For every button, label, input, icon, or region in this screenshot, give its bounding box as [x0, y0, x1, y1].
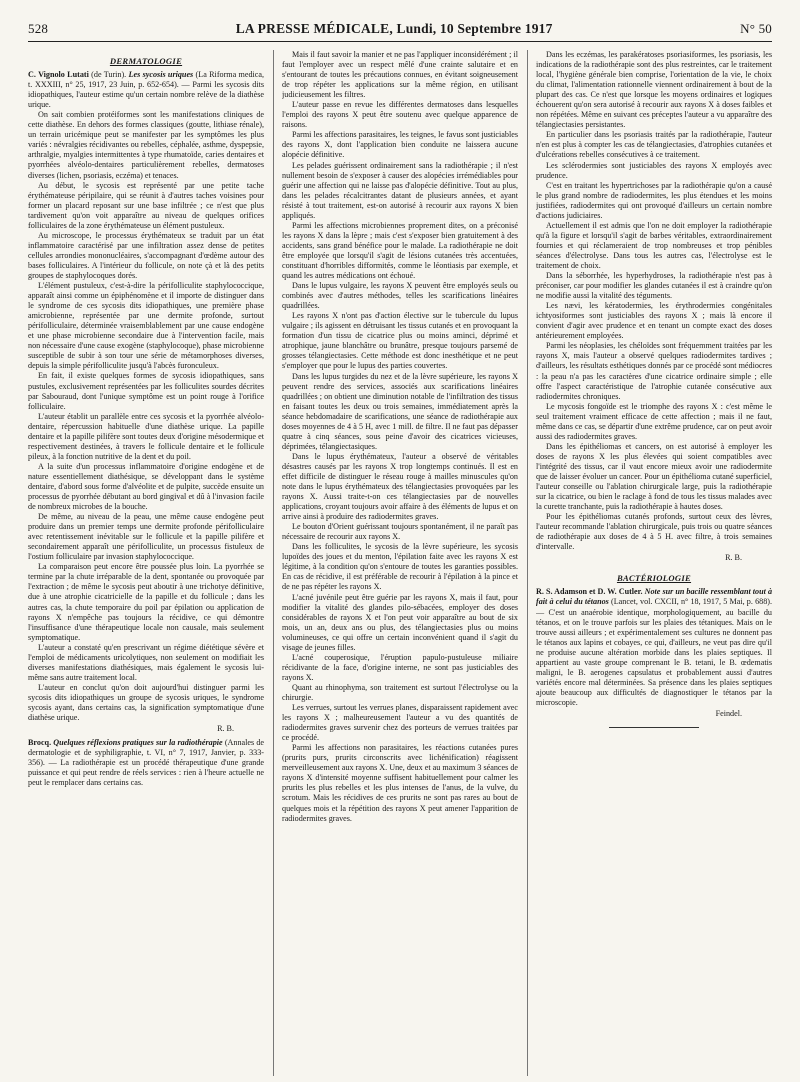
end-rule [609, 727, 699, 728]
article-title: Les sycosis uriques [128, 70, 194, 80]
paragraph: Parmi les affections microbiennes proprement dites, on a préconisé les rayons X dans la lèpre ; mais c'est s'exposer bien gratuitement à des accidents, sans grand bénéfice pour le malade. La radiothérapie ne doit être employée que lorsqu'il s'agit de lésions cutanées très accentuées, constituant d'horribles difformités, comme le léontiasis par exemple, et quand les autres médications ont échoué. [282, 220, 518, 281]
article-heading: R. S. Adamson et D. W. Cutler. Note sur un bacille ressemblant tout à fait à celui du tétanos (Lancet, vol. CXCII, n° 18, 1917, 5 Mai, p. 688). — C'est un anaérobie identique, morphologiquement, au bacille du tétanos, et on le trouve parfois sur les plaies des tétaniques. Mais on le trouve aussi ailleurs ; et expérimentalement ses cultures ne donnent pas le tétanos aux lapins et cobayes, ce qui, d'ailleurs, ne veut pas dire qu'il ne produise aucune altération morbide dans les plaies septiques. Il appartient au vaste groupe comprenant le B. tetani, le B. œdematis maligni, le B. aerogenes capsulatus et probablement aussi d'autres variétés encore mal déterminées. Sa présence dans les plaies septiques ajoute beaucoup aux difficultés de diagnostiquer le tétanos par la microscopie. [536, 587, 772, 707]
journal-title: LA PRESSE MÉDICALE, Lundi, 10 Septembre 1917 [235, 21, 553, 36]
paragraph: C'est un anaérobie identique, morphologiquement, au bacille du tétanos, et on le trouve parfois sur les plaies des tétaniques. Mais on le trouve aussi ailleurs ; et expérimentalement ses cultures ne donnent pas le tétanos aux lapins et cobayes, ce qui, d'ailleurs, ne veut pas dire qu'il ne produise aucune altération morbide dans les plaies septiques. Il appartient au vaste groupe comprenant le B. tetani, le B. œdematis maligni, le B. aerogenes capsulatus et probablement aussi d'autres variétés encore mal déterminées. Sa présence dans les plaies septiques ajoute beaucoup aux difficultés de diagnostiquer le tétanos par la microscopie. [536, 607, 772, 707]
article-author: Brocq. [28, 738, 52, 748]
paragraph: Les verrues, surtout les verrues planes, disparaissent rapidement avec les rayons X ; malheureusement l'auteur a vu des quantités de radiodermites graves survenir chez des porteurs de verrues traitées par ce procédé. [282, 703, 518, 743]
paragraph: C'est en traitant les hypertrichoses par la radiothérapie qu'on a causé le plus grand nombre de radiodermites, les plus étendues et les moins justifiées, radiodermites qui ont provoqué d'ailleurs un certain nombre d'actions judiciaires. [536, 180, 772, 220]
paragraph: Mais il faut savoir la manier et ne pas l'appliquer inconsidérément ; il faut l'employer avec un respect mêlé d'une crainte salutaire et en s'entourant de toutes les précautions connues, en évitant soigneusement de trop répéter les applications sur la même région, en utilisant judicieusement les filtres. [282, 50, 518, 100]
paragraph: L'auteur passe en revue les différentes dermatoses dans lesquelles l'emploi des rayons X peut être soutenu avec quelque apparence de raisons. [282, 100, 518, 130]
column-2 [282, 50, 518, 1076]
page-number: 528 [28, 21, 49, 36]
column-3 [536, 50, 772, 1076]
paragraph: Parmi les sycosis dits idiopathiques, l'auteur estime qu'un certain nombre relève de la diathèse urique. [28, 80, 264, 110]
paragraph: L'élément pustuleux, c'est-à-dire la périfolliculite staphylococcique, apparaît ainsi comme un épiphénomène et il importe de distinguer dans le syndrome de ces sycosis dits idiopathiques, une première phase amicrobienne, représentée par une dermite profonde, surtout périfolliculaire, déterminée vraisemblablement par une cause endogène et une phase microbienne secondaire due à l'intervention facile, mais non nécessaire d'une cause exogène (staphylocoque), phase microbienne susceptible de subir à son tour une série de métamorphoses diverses, depuis la simple périfolliculite jusqu'à l'abcès furonculeux. [28, 281, 264, 371]
article-author: R. S. Adamson et D. W. Cutler. [536, 587, 643, 597]
paragraph: L'acné juvénile peut être guérie par les rayons X, mais il faut, pour modifier la vitalité des glandes pilo-sébacées, employer des doses considérables de rayons X et l'on peut voir apparaître au bout de six mois, un an, deux ans ou plus, des télangiectasies plus ou moins volumineuses, ce qui offre un certain inconvénient quand il s'agit du visage de jeunes filles. [282, 592, 518, 652]
article-author-place: (de Turin). [91, 70, 127, 80]
paragraph: Au début, le sycosis est représenté par une petite tache érythémateuse péripilaire, qui se réunit à d'autres taches voisines pour former un placard reposant sur une base infiltrée ; ce n'est que plus tardivement qu'on voit apparaître au niveau de quelques orifices folliculaires de la zone érythémateuse un élément pustuleux. [28, 180, 264, 230]
article-title: Quelques réflexions pratiques sur la radiothérapie [53, 738, 223, 748]
paragraph: Dans les eczémas, les parakératoses psoriasiformes, les psoriasis, les indications de la radiothérapie sont des plus restreintes, car le traitement local, l'hygiène générale bien comprise, l'orientation de la vie, le choix du climat, l'alimentation rationnelle viennent ordinairement à bout de la plupart des cas. Ce n'est que lorsque les moyens ordinaires et logiques échouerent qu'on sera autorisé à recourir aux rayons X à doses faibles et non répétées. Même en suivant ces préceptes l'auteur a vu apparaître des télangiectasies persistantes. [536, 50, 772, 130]
article-heading: Brocq. Quelques réflexions pratiques sur la radiothérapie (Annales de dermatologie et de syphiligraphie, t. VI, n° 7, 1917, Janvier, p. 333-356). — La radiothérapie est un procédé thérapeutique d'une grande puissance et qui peut rendre de réels services : rien à l'heure actuelle ne peut le remplacer dans certains cas. [28, 738, 264, 788]
paragraph: Les nævi, les kératodermies, les érythrodermies congénitales ichtyosiformes sont justiciables des rayons X ; mais là encore il convient d'agir avec prudence et en tenant un compte exact des doses antérieurement employées. [536, 301, 772, 341]
page-header [28, 20, 772, 38]
paragraph: A la suite d'un processus inflammatoire d'origine endogène et de nature essentiellement diathésique, se développant dans le système dentaire, d'abord sous forme d'alvéolite et de pulpite, succède ensuite un processus de pyorrhée débutant au bord gingival et dû à l'invasion facile de nombreux microbes de la bouche. [28, 461, 264, 512]
article-title: Note sur un bacille ressemblant tout à fait à celui du tétanos [536, 587, 772, 607]
issue-number: N° 50 [740, 21, 772, 36]
paragraph: Pour les épithéliomas cutanés profonds, surtout ceux des lèvres, l'auteur recommande l'ablation chirurgicale, puis trois ou quatre séances de radiothérapie aux doses de 4 à 5 H. avec filtre, à trois semaines d'intervalle. [536, 512, 772, 552]
paragraph: Les pelades guérissent ordinairement sans la radiothérapie ; il n'est nullement besoin de s'exposer à causer des alopécies irrémédiables pour guérir une affection qui ne laisse pas d'alopécie définitive. Tout au plus, dans les pelades récalcitrantes datant de plusieurs années, et ayant résisté à tout traitement, est-on autorisé à recourir aux rayons X bien appliqués. [282, 160, 518, 220]
article-citation: (Annales de dermatologie et de syphiligraphie, t. VI, n° 7, 1917, Janvier, p. 333-356). [28, 738, 264, 768]
paragraph: L'acné couperosique, l'éruption papulo-pustuleuse miliaire récidivante de la face, d'origine interne, ne sont pas justiciables des rayons X. [282, 652, 518, 682]
article-signature: R. B. [725, 553, 742, 563]
paragraph: L'auteur en conclut qu'on doit aujourd'hui distinguer parmi les sycosis dits idiopathiques un groupe de sycosis uriques, le syndrome sycosis ayant, dans certains cas, la signification symptomatique d'une diathèse urique. [28, 682, 264, 723]
column-1 [28, 50, 264, 1076]
paragraph: Dans les folliculites, le sycosis de la lèvre supérieure, les sycosis lupoïdes des joues et du menton, l'épilation faite avec les rayons X est légitime, à la condition qu'on s'entoure de toutes les garanties possibles. En cas de récidive, il est préférable de recourir à l'épilation à la pince et de ne pas répéter les rayons X. [282, 542, 518, 592]
paragraph: Dans le lupus érythémateux, l'auteur a observé de véritables désastres causés par les rayons X trop longtemps continués. Il est en effet difficile de distinguer le réseau rouge à mailles minuscules qu'on note dans le lupus érythémateux des télangiectasies provoquées par les rayons X. Aussi traite-t-on ces télangiectasies par de nouvelles applications, croyant toujours avoir affaire à des éléments de lupus et on arrive ainsi à produire des radiodermites graves. [282, 451, 518, 522]
paragraph: L'auteur établit un parallèle entre ces sycosis et la pyorrhée alvéolo-dentaire, répercussion habituelle d'une diathèse urique. La papille dentaire et la papille pilifère sont toutes deux d'origine mésodermique et respectivement destinées, à travers le follicule dentaire et le follicule pileux, à la fonction nutritive de la dent et du poil. [28, 411, 264, 461]
paragraph: L'auteur a constaté qu'en prescrivant un régime diététique sévère et l'emploi de médicaments uricolytiques, non seulement on modifiait les diverses manifestations diathésiques, mais également le sycosis lui-même sans autre traitement local. [28, 642, 264, 682]
paragraph: Dans la séborrhée, les hyperhydroses, la radiothérapie n'est pas à préconiser, car pour modifier les glandes cutanées il est à craindre qu'on ne modifie aussi la vitalité des téguments. [536, 271, 772, 301]
article-signature: R. B. [217, 724, 234, 734]
paragraph: Actuellement il est admis que l'on ne doit employer la radiothérapie qu'à la figure et lorsqu'il s'agit de barbes véritables, extraordinairement fournies et qui réclameraient de trop nombreuses et trop pénibles séances d'électrolyse. Dans tous les autres cas, l'électrolyse est le traitement de choix. [536, 220, 772, 270]
paragraph: Les rayons X n'ont pas d'action élective sur le tubercule du lupus vulgaire ; ils agissent en détruisant les tissus cutanés et en provoquant la formation d'un tissu de cicatrice plus ou moins aminci, déprimé et atrophique, jaune blanchâtre ou brunâtre, presque toujours parsemé de grosses télangiectasies. Cette méthode est donc inesthétique et ne peut s'employer que pour le lupus des parties couvertes. [282, 311, 518, 371]
paragraph: Parmi les affections parasitaires, les teignes, le favus sont justiciables des rayons X, dont l'application bien conduite ne laissera aucune alopécie définitive. [282, 130, 518, 160]
article-author: C. Vignolo Lutati [28, 70, 89, 80]
paragraph: De même, au niveau de la peau, une même cause endogène peut produire dans un premier temps une dermite profonde périfolliculaire avec retentissement inévitable sur le follicule et la papille pilifère et secondairement apparaît une périfolliculite, un processus fistuleux de l'ostium folliculaire par invasion staphylococcique. [28, 512, 264, 562]
column-divider [273, 50, 274, 1076]
paragraph: On sait combien protéiformes sont les manifestations cliniques de cette diathèse. En dehors des formes classiques (goutte, lithiase rénale), un terrain uricémique peut se manifester par les symptômes les plus variés : névralgies récidivantes ou rebelles, céphalée, asthme, dyspepsie, arthralgie, myalgies intermittentes à type rhumatoïde, caries dentaires et pyorrhées alvéolo-dentaires particulièrement rebelles, dermatoses diverses (lichen, psoriasis, eczéma) et tenaces. [28, 110, 264, 180]
article-citation: (Lancet, vol. CXCII, n° 18, 1917, 5 Mai, p. 688). [611, 597, 772, 607]
article-heading: C. Vignolo Lutati (de Turin). Les sycosis uriques (La Riforma medica, t. XXXIII, n° 25, 1917, 23 Juin, p. 652-654). — Parmi les sycosis dits idiopathiques, l'auteur estime qu'un certain nombre relève de la diathèse urique. [28, 70, 264, 110]
paragraph: Le mycosis fongoïde est le triomphe des rayons X : c'est même le seul traitement vraiment efficace de cette affection ; mais il ne faut, même dans ce cas, se départir d'une extrême prudence, car on peut avoir aussi des radiodermites graves. [536, 401, 772, 441]
column-divider [527, 50, 528, 1076]
article-columns [28, 50, 772, 1076]
paragraph: La comparaison peut encore être poussée plus loin. La pyorrhée se termine par la chute irréparable de la dent, spontanée ou provoquée par l'extraction ; de même le sycosis peut aboutir à une trichotye définitive, due à une atrophie cicatricielle de la papille et du follicule ; dans les autres cas, la chute temporaire du poil par épilation ou application de rayons X n'empêche pas toujours la récidive, ce qui démontre l'insuffisance d'une thérapeutique locale non causale, mais seulement symptomatique. [28, 562, 264, 642]
section-heading-bacteriologie: BACTÉRIOLOGIE [616, 573, 692, 584]
paragraph: Dans les épithéliomas et cancers, on est autorisé à employer les doses de rayons X les plus élevées qui soient compatibles avec l'intégrité des tissus, car il vaut encore mieux avoir une radiodermite que de laisser évoluer un cancer. Pour un épithélioma cutané superficiel, l'auteur conseille ou l'ablation chirurgicale large, puis la radiothérapie sur la cicatrice, ou bien le raclage à fond de tous les tissus malades avec la curette tranchante, puis la radiothérapie à hautes doses. [536, 441, 772, 512]
paragraph: En particulier dans les psoriasis traités par la radiothérapie, l'auteur n'en est plus à compter les cas de télangiectasies, d'atrophies cutanées et d'ulcérations rebelles consécutives à ce traitement. [536, 130, 772, 160]
section-heading-dermatologie: DERMATOLOGIE [109, 56, 183, 66]
paragraph: Le bouton d'Orient guérissant toujours spontanément, il ne paraît pas nécessaire de recourir aux rayons X. [282, 522, 518, 542]
article-citation: (La Riforma medica, t. XXXIII, n° 25, 1917, 23 Juin, p. 652-654). [28, 70, 264, 90]
paragraph: Les sclérodermies sont justiciables des rayons X employés avec prudence. [536, 160, 772, 180]
paragraph: Parmi les néoplasies, les chéloïdes sont fréquemment traitées par les rayons X, mais l'auteur a observé quelques radiodermites tardives ; d'ailleurs, les résultats esthétiques donnés par ce procédé sont médiocres : la peau n'a pas les caractères d'une cicatrice ordinaire simple ; elle offre l'aspect caractéristique de l'atrophie cutanée consécutive aux radiodermites chroniques. [536, 341, 772, 401]
article-signature: Feindel. [715, 709, 742, 718]
paragraph: Quant au rhinophyma, son traitement est surtout l'électrolyse ou la chirurgie. [282, 682, 518, 702]
paragraph: Dans le lupus vulgaire, les rayons X peuvent être employés seuls ou combinés avec d'autres méthodes, telles les scarifications linéaires quadrillées. [282, 281, 518, 311]
header-rule [28, 41, 772, 42]
paragraph: En fait, il existe quelques formes de sycosis idiopathiques, sans pustules, exclusivement représentées par les folliculites sourdes décrites par Sabouraud, dont l'unique symptôme est un point rouge à l'orifice folliculaire. [28, 371, 264, 411]
paragraph: Dans les lupus turgides du nez et de la lèvre supérieure, les rayons X peuvent rendre des services, associés aux scarifications linéaires quadrillées ; on obtient une diminution notable de l'infiltration des tissus en faisant toutes les deux ou trois semaines, immédiatement après la séance hebdomadaire de scarifications, une séance de radiothérapie aux doses moyennes de 4 à 5 H, avec 1 mill. de filtre. Il ne faut pas dépasser quatre à cinq séances, sous peine d'avoir des cicatrices vicieuses, déprimées, télangiectasiques. [282, 371, 518, 451]
paragraph: Parmi les affections non parasitaires, les réactions cutanées pures (prurits purs, prurits circonscrits avec lichénification) réagissent merveilleusement aux rayons X. Une, deux et au maximum 3 séances de rayons X d'intensité moyenne suffisent habituellement pour calmer les prurits les plus rebelles et les plus intenses de l'anus, de la vulve, du scrotum. Mais les récidives de ces prurits ne sont pas rares au bout de quelques mois et la répétition des rayons X peut amener l'apparition de radiodermites graves. [282, 743, 518, 823]
paragraph: Au microscope, le processus érythémateux se traduit par un état inflammatoire caractérisé par une infiltration assez dense de petites cellules arrondies mononucléaires, s'accompagnant d'œdème autour des bases folliculaires. A l'intérieur du follicule, on note çà et là des petits groupes de staphylocoques dorés. [28, 230, 264, 280]
paragraph: La radiothérapie est un procédé thérapeutique d'une grande puissance et qui peut rendre de réels services : rien à l'heure actuelle ne peut le remplacer dans certains cas. [28, 758, 264, 788]
